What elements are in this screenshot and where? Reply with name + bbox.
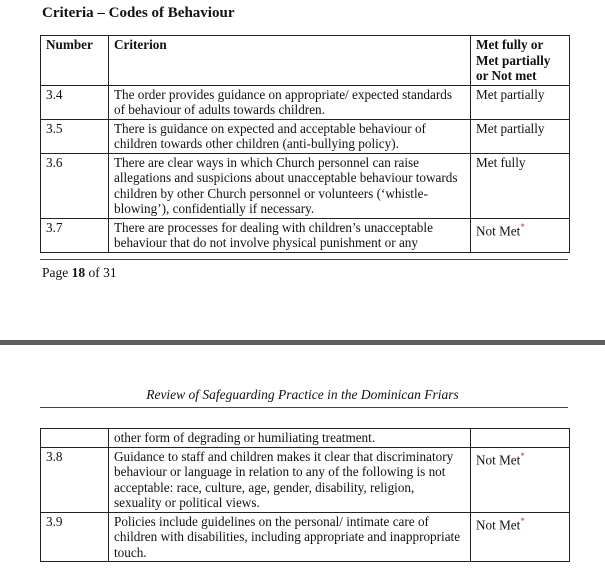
footnote-marker: *	[520, 515, 525, 526]
row-criterion: Policies include guidelines on the personal/ intimate care of children with disabilities, including appropriate and inappropriate touch.	[109, 512, 471, 562]
table-row-continuation	[41, 429, 570, 448]
row-number: 3.6	[41, 153, 109, 218]
footer-rule	[40, 259, 568, 260]
empty-cell	[41, 429, 109, 448]
row-number: 3.4	[41, 85, 109, 119]
section-heading: Criteria – Codes of Behaviour	[42, 5, 235, 21]
header-met-status: Met fully or Met partially or Not met	[471, 36, 570, 86]
table-row	[41, 447, 570, 512]
row-criterion: The order provides guidance on appropriate/ expected standards of behaviour of adults towards children.	[109, 85, 471, 119]
header-number: Number	[41, 36, 109, 86]
row-number: 3.5	[41, 119, 109, 153]
row-met-status: Met partially	[471, 119, 570, 153]
table-row	[41, 85, 570, 119]
row-met-status	[471, 218, 570, 252]
page-current: 18	[71, 265, 86, 280]
table-row	[41, 153, 570, 218]
page-number	[42, 265, 117, 281]
row-criterion: There are processes for dealing with children’s unacceptable behaviour that do not involve physical punishment or any	[109, 218, 471, 252]
row-number: 3.9	[41, 512, 109, 562]
header-criterion: Criterion	[109, 36, 471, 86]
row-met-status: Met partially	[471, 85, 570, 119]
footnote-marker: *	[520, 450, 525, 461]
page-total: of 31	[88, 265, 117, 280]
table-row	[41, 512, 570, 562]
row-number: 3.7	[41, 218, 109, 252]
running-header-title: Review of Safeguarding Practice in the Dominican Friars	[146, 387, 459, 402]
met-status-text: Not Met	[476, 451, 521, 467]
row-criterion: Guidance to staff and children makes it clear that discriminatory behaviour or language in relation to any of the following is not acceptable: race, culture, age, gender, disability, religion, sexuality or political views.	[109, 447, 471, 512]
row-criterion-continuation: other form of degrading or humiliating treatment.	[109, 429, 471, 448]
row-met-status	[471, 512, 570, 562]
criteria-table-page-18	[40, 35, 570, 253]
table-header-row	[41, 36, 570, 86]
criteria-table-page-19	[40, 428, 570, 562]
header-rule	[40, 407, 568, 408]
row-met-status: Met fully	[471, 153, 570, 218]
page-label: Page	[42, 265, 69, 280]
row-criterion: There is guidance on expected and acceptable behaviour of children towards other children (anti-bullying policy).	[109, 119, 471, 153]
met-status-text: Not Met	[476, 516, 521, 532]
row-number: 3.8	[41, 447, 109, 512]
table-row	[41, 218, 570, 252]
empty-cell	[471, 429, 570, 448]
footnote-marker: *	[520, 221, 525, 232]
page-break-divider	[0, 340, 605, 345]
row-criterion: There are clear ways in which Church personnel can raise allegations and suspicions about unacceptable behaviour towards children by other Church personnel or volunteers (‘whistle-blowing’), confidentially if necessary.	[109, 153, 471, 218]
table-row	[41, 119, 570, 153]
met-status-text: Not Met	[476, 222, 521, 238]
row-met-status	[471, 447, 570, 512]
